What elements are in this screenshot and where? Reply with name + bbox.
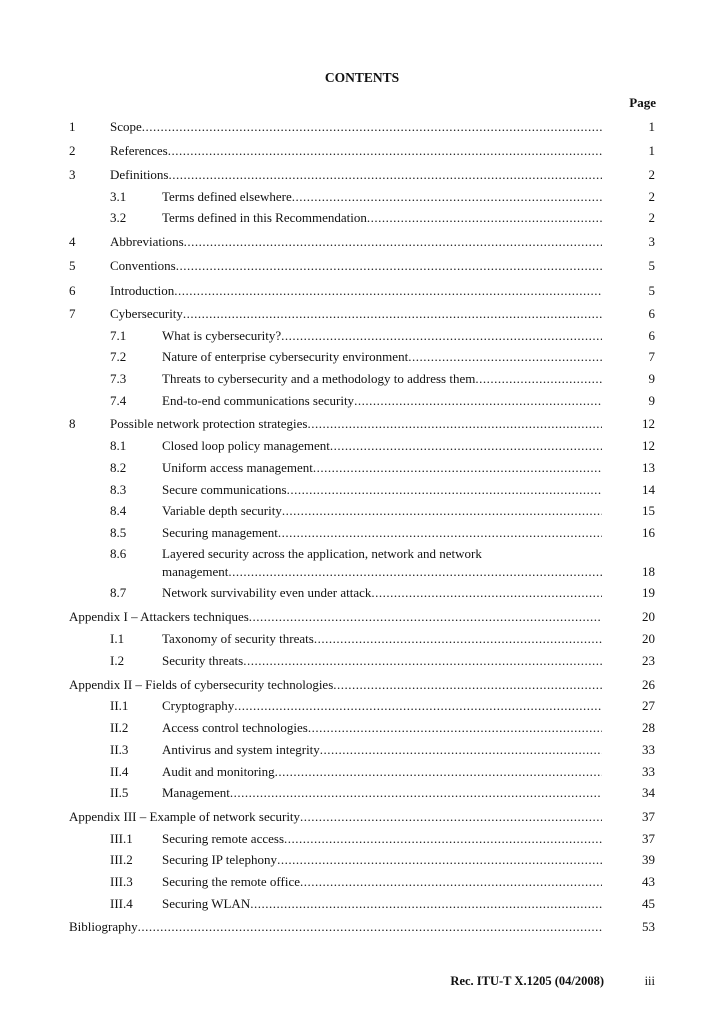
toc-title: Cybersecurity ..... [110, 305, 602, 323]
toc-title: Terms defined in this Recommendation ..... [162, 209, 602, 227]
toc-number: 3.1 [110, 189, 127, 204]
toc-entry-3-2[interactable] [0, 209, 724, 227]
toc-number: III.1 [110, 831, 133, 846]
toc-page: 1 [648, 143, 655, 158]
toc-title: Cryptography ..... [162, 697, 602, 715]
toc-number: 8.2 [110, 460, 127, 475]
toc-entry-7-1[interactable] [0, 327, 724, 345]
toc-page: 6 [648, 306, 655, 321]
toc-entry-7-2[interactable] [0, 348, 724, 366]
page-column-header: Page [629, 95, 656, 110]
toc-number: 1 [69, 119, 76, 134]
toc-page: 9 [648, 393, 655, 408]
toc-title: What is cybersecurity? ..... [162, 327, 602, 345]
toc-number: 7.3 [110, 371, 127, 386]
toc-number: III.2 [110, 852, 133, 867]
toc-entry-ii-4[interactable] [0, 763, 724, 781]
toc-page: 43 [642, 874, 655, 889]
toc-title: Security threats ..... [162, 652, 602, 670]
toc-number: 7.2 [110, 349, 127, 364]
toc-number: 5 [69, 258, 76, 273]
toc-number: 7 [69, 306, 76, 321]
toc-number: 8.7 [110, 585, 127, 600]
toc-page: 27 [642, 698, 655, 713]
toc-title: Nature of enterprise cybersecurity environment ..... [162, 348, 602, 366]
toc-page: 6 [648, 328, 655, 343]
toc-entry-i-2[interactable] [0, 652, 724, 670]
toc-number: III.4 [110, 896, 133, 911]
toc-number: III.3 [110, 874, 133, 889]
toc-page: 23 [642, 653, 655, 668]
toc-title: Management ..... [162, 784, 602, 802]
toc-entry-7[interactable] [0, 305, 724, 323]
toc-title: Threats to cybersecurity and a methodology to address them ..... [162, 370, 602, 388]
toc-page: 39 [642, 852, 655, 867]
toc-title: Conventions ..... [110, 257, 602, 275]
toc-entry-ii-3[interactable] [0, 741, 724, 759]
toc-title: Terms defined elsewhere ..... [162, 188, 602, 206]
toc-number: 7.1 [110, 328, 127, 343]
toc-page: 26 [642, 677, 655, 692]
toc-page: 45 [642, 896, 655, 911]
toc-number: 6 [69, 283, 76, 298]
toc-entry-6[interactable] [0, 282, 724, 300]
toc-entry-4[interactable] [0, 233, 724, 251]
footer-recommendation: Rec. ITU-T X.1205 (04/2008) [450, 974, 604, 988]
toc-title-line-1: Layered security across the application, network and network [162, 546, 482, 561]
toc-entry-3[interactable] [0, 166, 724, 184]
toc-title: Abbreviations ..... [110, 233, 602, 251]
toc-page: 33 [642, 742, 655, 757]
toc-title: Access control technologies ..... [162, 719, 602, 737]
toc-title: Introduction ..... [110, 282, 602, 300]
toc-page: 15 [642, 503, 655, 518]
toc-entry-iii-3[interactable] [0, 873, 724, 891]
toc-page: 2 [648, 167, 655, 182]
contents-title: CONTENTS [324, 70, 400, 85]
toc-number: 2 [69, 143, 76, 158]
toc-number: 8.4 [110, 503, 127, 518]
toc-entry-8-4[interactable] [0, 502, 724, 520]
toc-title: Uniform access management ..... [162, 459, 602, 477]
toc-title: Audit and monitoring ..... [162, 763, 602, 781]
toc-entry-5[interactable] [0, 257, 724, 275]
toc-page: 12 [642, 416, 655, 431]
toc-entry-8-7[interactable] [0, 584, 724, 602]
toc-page: 3 [648, 234, 655, 249]
toc-entry-ii-2[interactable] [0, 719, 724, 737]
toc-title: Appendix III – Example of network security ..... [69, 808, 602, 826]
toc-page: 13 [642, 460, 655, 475]
toc-number: 8.3 [110, 482, 127, 497]
toc-title: Possible network protection strategies ..... [110, 415, 602, 433]
toc-title: Securing WLAN ..... [162, 895, 602, 913]
toc-page: 7 [648, 349, 655, 364]
toc-title: Securing management ..... [162, 524, 602, 542]
toc-entry-8-3[interactable] [0, 481, 724, 499]
toc-entry-8[interactable] [0, 415, 724, 433]
toc-entry-bibliography[interactable] [0, 918, 724, 936]
toc-title: Securing IP telephony ..... [162, 851, 602, 869]
toc-page: 20 [642, 631, 655, 646]
toc-page: 37 [642, 809, 655, 824]
toc-title: Scope ..... [110, 118, 602, 136]
toc-page: 5 [648, 258, 655, 273]
toc-entry-8-6[interactable] [0, 545, 724, 581]
toc-title: Secure communications ..... [162, 481, 602, 499]
toc-title-line-2: management ..... [162, 563, 602, 581]
toc-number: 8 [69, 416, 76, 431]
toc-number: II.3 [110, 742, 129, 757]
toc-title: End-to-end communications security ..... [162, 392, 602, 410]
toc-entry-3-1[interactable] [0, 188, 724, 206]
toc-title: Securing remote access ..... [162, 830, 602, 848]
toc-title [162, 545, 602, 581]
toc-page: 1 [648, 119, 655, 134]
toc-number: 8.6 [110, 546, 127, 561]
toc-entry-2[interactable] [0, 142, 724, 160]
toc-title: Bibliography ..... [69, 918, 602, 936]
toc-number: 8.5 [110, 525, 127, 540]
toc-number: II.5 [110, 785, 129, 800]
toc-page: 34 [642, 785, 655, 800]
toc-page: 2 [648, 189, 655, 204]
toc-page: 18 [642, 564, 655, 579]
toc-page: 37 [642, 831, 655, 846]
toc-page: 53 [642, 919, 655, 934]
toc-number: II.2 [110, 720, 129, 735]
toc-entry-iii-1[interactable] [0, 830, 724, 848]
toc-title: References ..... [110, 142, 602, 160]
toc-entry-appendix-2[interactable] [0, 676, 724, 694]
toc-page: 5 [648, 283, 655, 298]
toc-title: Network survivability even under attack ..... [162, 584, 602, 602]
toc-number: 3.2 [110, 210, 127, 225]
toc-number: I.1 [110, 631, 125, 646]
toc-entry-1[interactable] [0, 118, 724, 136]
toc-page: 14 [642, 482, 655, 497]
toc-page: 33 [642, 764, 655, 779]
toc-page: 2 [648, 210, 655, 225]
toc-number: 3 [69, 167, 76, 182]
toc-entry-ii-1[interactable] [0, 697, 724, 715]
toc-entry-appendix-3[interactable] [0, 808, 724, 826]
toc-number: 4 [69, 234, 76, 249]
toc-title: Closed loop policy management ..... [162, 437, 602, 455]
toc-entry-iii-4[interactable] [0, 895, 724, 913]
toc-number: I.2 [110, 653, 125, 668]
toc-title: Taxonomy of security threats ..... [162, 630, 602, 648]
toc-entry-7-4[interactable] [0, 392, 724, 410]
toc-entry-7-3[interactable] [0, 370, 724, 388]
toc-title: Securing the remote office ..... [162, 873, 602, 891]
toc-page: 28 [642, 720, 655, 735]
toc-page: 16 [642, 525, 655, 540]
toc-page: 20 [642, 609, 655, 624]
toc-number: II.4 [110, 764, 129, 779]
toc-title: Variable depth security ..... [162, 502, 602, 520]
toc-entry-iii-2[interactable] [0, 851, 724, 869]
toc-number: 7.4 [110, 393, 127, 408]
toc-number: 8.1 [110, 438, 127, 453]
toc-entry-8-5[interactable] [0, 524, 724, 542]
toc-page: 19 [642, 585, 655, 600]
toc-entry-i-1[interactable] [0, 630, 724, 648]
toc-title: Appendix II – Fields of cybersecurity technologies ..... [69, 676, 602, 694]
toc-entry-8-2[interactable] [0, 459, 724, 477]
footer-page-number: iii [644, 974, 655, 988]
toc-page: 12 [642, 438, 655, 453]
toc-entry-ii-5[interactable] [0, 784, 724, 802]
toc-number: II.1 [110, 698, 129, 713]
toc-entry-8-1[interactable] [0, 437, 724, 455]
toc-title: Appendix I – Attackers techniques ..... [69, 608, 602, 626]
toc-entry-appendix-1[interactable] [0, 608, 724, 626]
toc-title: Definitions ..... [110, 166, 602, 184]
toc-title: Antivirus and system integrity ..... [162, 741, 602, 759]
toc-page: 9 [648, 371, 655, 386]
